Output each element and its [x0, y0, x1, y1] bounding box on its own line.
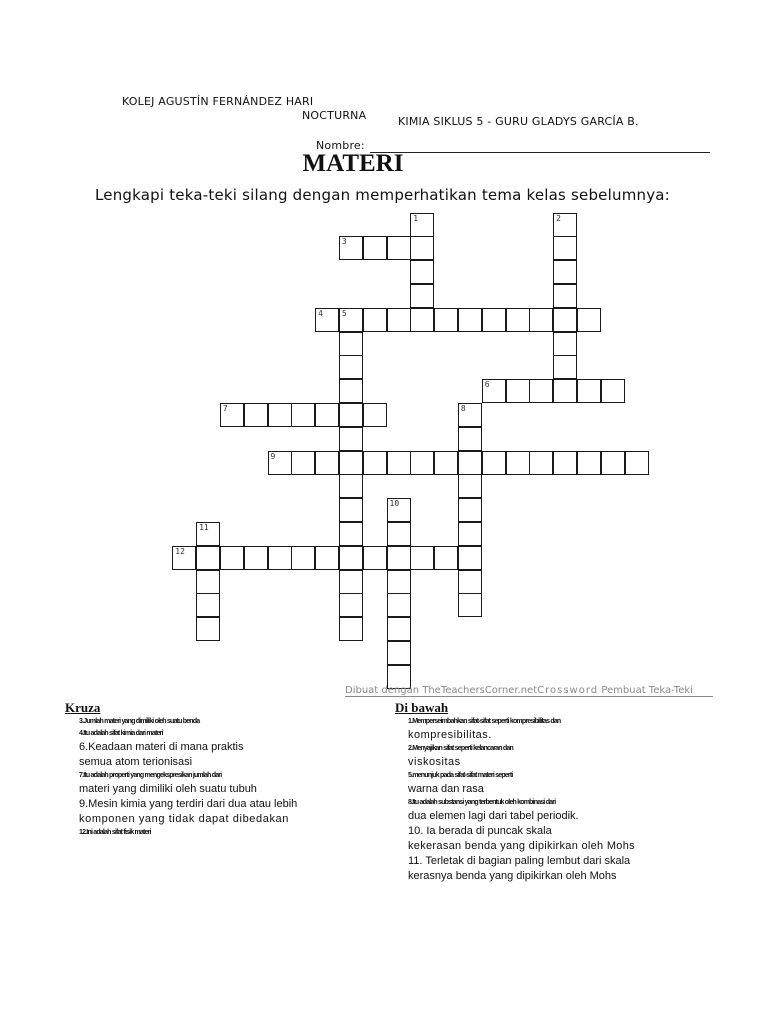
clue-number: 5	[341, 308, 347, 318]
clue-number: 12	[175, 546, 185, 556]
crossword-cell[interactable]	[172, 546, 196, 570]
clue-line: komponen yang tidak dapat dibedakan	[79, 813, 289, 825]
crossword-cell[interactable]	[339, 498, 363, 522]
crossword-cell[interactable]	[387, 236, 411, 260]
crossword-cell[interactable]	[577, 379, 601, 403]
crossword-cell[interactable]	[434, 546, 458, 570]
credit-spaced: Crossword	[537, 685, 599, 696]
clue-line: warna dan rasa	[408, 783, 484, 795]
crossword-cell[interactable]	[363, 546, 387, 570]
clue-number: 6	[484, 380, 490, 390]
clue-line: dua elemen lagi dari tabel periodik.	[408, 810, 579, 822]
crossword-cell[interactable]	[196, 593, 220, 617]
crossword-cell[interactable]	[410, 260, 434, 284]
crossword-cell[interactable]	[458, 474, 482, 498]
crossword-cell[interactable]	[196, 522, 220, 546]
crossword-cell[interactable]	[458, 427, 482, 451]
crossword-cell[interactable]	[339, 451, 363, 475]
crossword-cell[interactable]	[529, 379, 553, 403]
crossword-cell[interactable]	[339, 308, 363, 332]
crossword-cell[interactable]	[339, 427, 363, 451]
across-clues	[65, 700, 385, 839]
clue-line: kerasnya benda yang dipikirkan oleh Mohs	[408, 870, 617, 882]
crossword-cell[interactable]	[387, 593, 411, 617]
credit-line	[345, 685, 713, 697]
down-clues	[395, 700, 725, 884]
crossword-cell[interactable]	[458, 593, 482, 617]
clue-number: 10	[389, 499, 400, 509]
clue-line: 8.Itu adalah substansi yang terbentuk oleh kombinasi dari	[408, 799, 556, 806]
crossword-cell[interactable]	[458, 498, 482, 522]
crossword-cell[interactable]	[291, 403, 315, 427]
crossword-cell[interactable]	[387, 308, 411, 332]
crossword-cell[interactable]	[601, 379, 625, 403]
crossword-cell[interactable]	[410, 546, 434, 570]
crossword-cell[interactable]	[291, 546, 315, 570]
clue-number: 7	[222, 403, 228, 413]
crossword-cell[interactable]	[553, 260, 577, 284]
crossword-cell[interactable]	[458, 308, 482, 332]
crossword-cell[interactable]	[363, 403, 387, 427]
clue-line: 1.Memperseimbahkan sifat-sifat seperti kompresibilitas dan	[408, 718, 561, 725]
crossword-cell[interactable]	[387, 546, 411, 570]
crossword-cell[interactable]	[315, 403, 339, 427]
crossword-cell[interactable]	[458, 403, 482, 427]
crossword-cell[interactable]	[196, 570, 220, 594]
clue-number: 9	[270, 451, 276, 461]
course-info: KIMIA SIKLUS 5 - GURU GLADYS GARCÍA B.	[398, 115, 639, 128]
crossword-cell[interactable]	[268, 403, 292, 427]
crossword-cell[interactable]	[553, 451, 577, 475]
crossword-cell[interactable]	[458, 451, 482, 475]
clue-line: 2.Menyajikan sifat seperti kelancaran dan	[408, 745, 513, 752]
crossword-cell[interactable]	[339, 617, 363, 641]
crossword-cell[interactable]	[410, 308, 434, 332]
clue-line: kompresibilitas.	[408, 729, 492, 741]
clue-number: 1	[413, 213, 419, 223]
clue-line: 6.Keadaan materi di mana praktis	[79, 741, 244, 753]
crossword-cell[interactable]	[196, 617, 220, 641]
crossword-cell[interactable]	[458, 546, 482, 570]
crossword-cell[interactable]	[625, 451, 649, 475]
crossword-cell[interactable]	[553, 379, 577, 403]
clue-number: 8	[460, 403, 466, 413]
crossword-cell[interactable]	[339, 355, 363, 379]
clue-line: 11. Terletak di bagian paling lembut dari skala	[408, 855, 631, 867]
crossword-cell[interactable]	[363, 308, 387, 332]
crossword-cell[interactable]	[244, 546, 268, 570]
crossword-cell[interactable]	[339, 546, 363, 570]
clue-number: 4	[318, 308, 323, 318]
crossword-cell[interactable]	[553, 332, 577, 356]
crossword-cell[interactable]	[410, 451, 434, 475]
crossword-cell[interactable]	[529, 308, 553, 332]
crossword-cell[interactable]	[601, 451, 625, 475]
crossword-cell[interactable]	[196, 546, 220, 570]
clue-line: kekerasan benda yang dipikirkan oleh Mohs	[408, 840, 635, 852]
crossword-cell[interactable]	[434, 451, 458, 475]
school-name: KOLEJ AGUSTÍN FERNÁNDEZ HARI	[122, 95, 314, 108]
crossword-cell[interactable]	[387, 570, 411, 594]
crossword-cell[interactable]	[339, 474, 363, 498]
crossword-cell[interactable]	[553, 213, 577, 237]
crossword-cell[interactable]	[339, 593, 363, 617]
crossword-cell[interactable]	[339, 379, 363, 403]
clue-line: 12.Ini adalah sifat fisik materi	[79, 829, 151, 836]
crossword-cell[interactable]	[387, 522, 411, 546]
crossword-cell[interactable]	[220, 403, 244, 427]
clue-line: 10. Ia berada di puncak skala	[408, 825, 552, 837]
crossword-cell[interactable]	[220, 546, 244, 570]
crossword-cell[interactable]	[458, 522, 482, 546]
across-heading: Kruza	[65, 700, 101, 715]
crossword-cell[interactable]	[291, 451, 315, 475]
school-shift: NOCTURNA	[302, 109, 367, 122]
crossword-cell[interactable]	[315, 308, 339, 332]
credit-suffix: Pembuat Teka-Teki	[598, 685, 693, 696]
clue-line: semua atom terionisasi	[79, 756, 193, 768]
crossword-cell[interactable]	[410, 236, 434, 260]
clue-number: 11	[199, 522, 209, 532]
clue-line: 4.Itu adalah sifat kimia dari materi	[79, 730, 163, 737]
crossword-cell[interactable]	[482, 451, 506, 475]
clue-number: 3	[341, 237, 347, 247]
crossword-cell[interactable]	[315, 546, 339, 570]
crossword-cell[interactable]	[506, 308, 530, 332]
crossword-cell[interactable]	[339, 570, 363, 594]
name-label: Nombre:	[316, 139, 365, 152]
clue-line: 5.menunjuk pada sifat-sifat materi seperti	[408, 772, 513, 779]
credit-prefix: Dibuat dengan TheTeachersCorner.net	[345, 685, 538, 696]
crossword-cell[interactable]	[553, 355, 577, 379]
crossword-cell[interactable]	[482, 379, 506, 403]
crossword-cell[interactable]	[553, 308, 577, 332]
clue-line: materi yang dimiliki oleh suatu tubuh	[79, 783, 257, 795]
crossword-cell[interactable]	[410, 213, 434, 237]
crossword-cell[interactable]	[339, 403, 363, 427]
instructions: Lengkapi teka-teki silang dengan memperhatikan tema kelas sebelumnya:	[95, 186, 670, 204]
crossword-cell[interactable]	[553, 284, 577, 308]
crossword-cell[interactable]	[339, 332, 363, 356]
crossword-cell[interactable]	[268, 546, 292, 570]
crossword-cell[interactable]	[410, 284, 434, 308]
clue-line: 3.Jumlah materi yang dimiliki oleh suatu benda	[79, 718, 200, 725]
crossword-cell[interactable]	[387, 451, 411, 475]
clue-number: 2	[556, 213, 561, 223]
crossword-cell[interactable]	[387, 498, 411, 522]
crossword-cell[interactable]	[244, 403, 268, 427]
crossword-cell[interactable]	[577, 308, 601, 332]
down-heading: Di bawah	[395, 700, 449, 715]
crossword-cell[interactable]	[387, 641, 411, 665]
crossword-cell[interactable]	[268, 451, 292, 475]
crossword-cell[interactable]	[434, 308, 458, 332]
page-title: MATERI	[302, 150, 404, 177]
crossword-cell[interactable]	[529, 451, 553, 475]
crossword-cell[interactable]	[506, 379, 530, 403]
crossword-cell[interactable]	[577, 451, 601, 475]
crossword-cell[interactable]	[482, 308, 506, 332]
crossword-cell[interactable]	[339, 522, 363, 546]
crossword-cell[interactable]	[363, 236, 387, 260]
crossword-cell[interactable]	[315, 451, 339, 475]
crossword-cell[interactable]	[363, 451, 387, 475]
crossword-cell[interactable]	[553, 236, 577, 260]
clue-line: 9.Mesin kimia yang terdiri dari dua atau lebih	[79, 798, 298, 810]
clue-line: 7.Itu adalah properti yang mengekspresikan jumlah dari	[79, 772, 222, 779]
crossword-cell[interactable]	[506, 451, 530, 475]
clue-line: viskositas	[408, 756, 461, 768]
crossword-cell[interactable]	[387, 617, 411, 641]
crossword-cell[interactable]	[458, 570, 482, 594]
crossword-cell[interactable]	[339, 236, 363, 260]
